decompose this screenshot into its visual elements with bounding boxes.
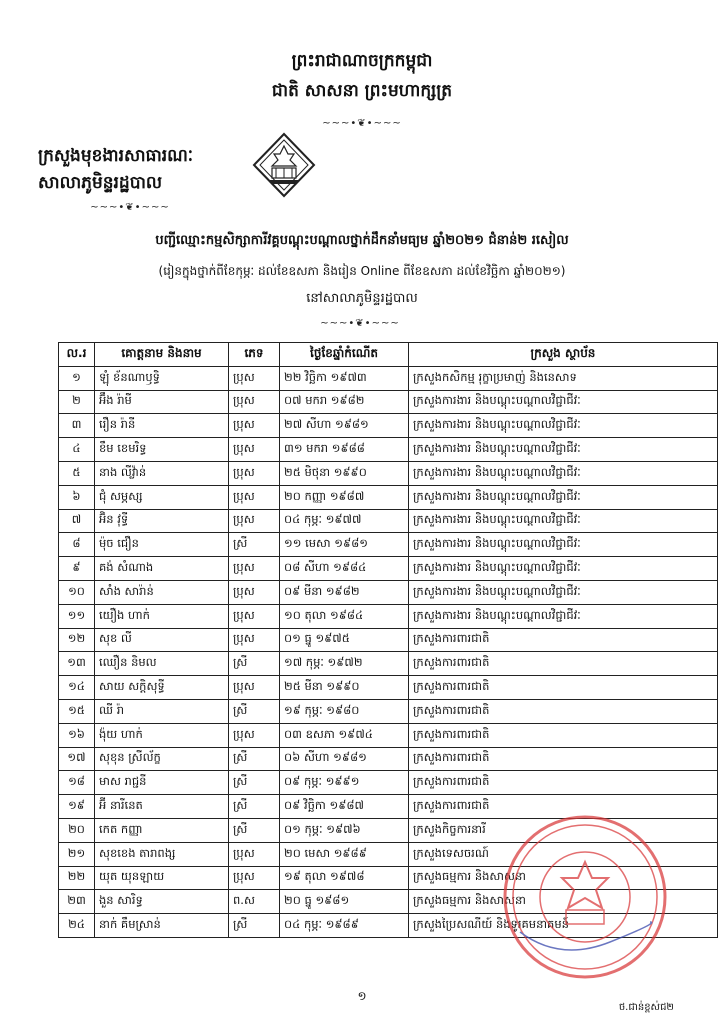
cell-ministry: ក្រសួងការពារជាតិ xyxy=(409,699,718,723)
cell-number: ២២ xyxy=(59,866,95,890)
cell-number: ២ xyxy=(59,390,95,414)
cell-sex: ស្រី xyxy=(229,795,280,819)
header-dob: ថ្ងៃខែឆ្នាំកំណើត xyxy=(280,343,409,367)
table-row xyxy=(59,485,718,509)
cell-name: នាង លីវ៉្លាន់ xyxy=(95,461,229,485)
official-seal-icon xyxy=(500,812,670,982)
header-ministry: ក្រសួង ស្ថាប័ន xyxy=(409,343,718,367)
cell-dob: ៣១ មករា ១៩៨៨ xyxy=(280,438,409,462)
table-row xyxy=(59,580,718,604)
cell-dob: ០១ កុម្ភៈ ១៩៧៦ xyxy=(280,818,409,842)
cell-number: ១ xyxy=(59,366,95,390)
cell-sex: ប្រុស xyxy=(229,366,280,390)
cell-name: នាក់ គឹមស្រាន់ xyxy=(95,914,229,938)
document-location: នៅសាលាភូមិន្ទរដ្ឋបាល xyxy=(306,291,418,306)
cell-name: យឿង ហាក់ xyxy=(95,604,229,628)
cell-number: ៨ xyxy=(59,533,95,557)
cell-name: ងួន សារិទ្ធ xyxy=(95,890,229,914)
cell-ministry: ក្រសួងប្រៃសណីយ៍ និងទូរគមនាគមន៍ xyxy=(409,914,718,938)
cell-number: ៦ xyxy=(59,485,95,509)
cell-ministry: ក្រសួងការងារ និងបណ្ដុះបណ្ដាលវិជ្ជាជីវៈ xyxy=(409,509,718,533)
table-row xyxy=(59,390,718,414)
cell-number: ២១ xyxy=(59,842,95,866)
cell-sex: ប្រុស xyxy=(229,723,280,747)
cell-dob: ០៣ ឧសភា ១៩៧៤ xyxy=(280,723,409,747)
cell-ministry: ក្រសួងការងារ និងបណ្ដុះបណ្ដាលវិជ្ជាជីវៈ xyxy=(409,414,718,438)
cell-number: ១០ xyxy=(59,580,95,604)
cell-ministry: ក្រសួងការពារជាតិ xyxy=(409,747,718,771)
cell-dob: ១៩ តុលា ១៩៧៨ xyxy=(280,866,409,890)
cell-name: សាយ សក្តិសុទ្ធី xyxy=(95,676,229,700)
kingdom-heading: ព្រះរាជាណាចក្រកម្ពុជា xyxy=(291,51,433,71)
cell-sex: ប្រុស xyxy=(229,485,280,509)
cell-sex: ស្រី xyxy=(229,818,280,842)
cell-number: ១៧ xyxy=(59,747,95,771)
cell-ministry: ក្រសួងការងារ និងបណ្ដុះបណ្ដាលវិជ្ជាជីវៈ xyxy=(409,604,718,628)
cell-ministry: ក្រសួងការពារជាតិ xyxy=(409,795,718,819)
cell-number: ៧ xyxy=(59,509,95,533)
cell-sex: ប្រុស xyxy=(229,414,280,438)
table-row xyxy=(59,604,718,628)
cell-name: រឿន រ៉ានី xyxy=(95,414,229,438)
cell-name: ឈឿន និមល xyxy=(95,652,229,676)
cell-ministry: ក្រសួងកិច្ចការនារី xyxy=(409,818,718,842)
cell-ministry: ក្រសួងការងារ និងបណ្ដុះបណ្ដាលវិជ្ជាជីវៈ xyxy=(409,580,718,604)
cell-number: ១៩ xyxy=(59,795,95,819)
cell-ministry: ក្រសួងការពារជាតិ xyxy=(409,628,718,652)
table-header-row xyxy=(59,343,718,367)
cell-name: មាស រាជ្ជនី xyxy=(95,771,229,795)
cell-dob: ២៥ មិថុនា ១៩៩០ xyxy=(280,461,409,485)
cell-ministry: ក្រសួងការពារជាតិ xyxy=(409,723,718,747)
document-title: បញ្ជីឈ្មោះកម្មសិក្សាការីវគ្គបណ្ដុះបណ្ដាលថ្នាក់ដឹកនាំមធ្យម ឆ្នាំ២០២១ ជំនាន់២ រសៀល xyxy=(155,233,569,248)
cell-ministry: ក្រសួងកសិកម្ម រុក្ខាប្រមាញ់ និងនេសាទ xyxy=(409,366,718,390)
ornament-divider-left: ~~~•❦•~~~ xyxy=(90,202,170,213)
cell-sex: ព.ស xyxy=(229,890,280,914)
cell-number: ១១ xyxy=(59,604,95,628)
cell-number: ១៣ xyxy=(59,652,95,676)
cell-sex: ប្រុស xyxy=(229,842,280,866)
table-row xyxy=(59,699,718,723)
cell-name: យុត យុនឡាយ xyxy=(95,866,229,890)
cell-number: ១៤ xyxy=(59,676,95,700)
ornament-divider-title: ~~~•❦•~~~ xyxy=(320,318,400,329)
cell-ministry: ក្រសួងការងារ និងបណ្ដុះបណ្ដាលវិជ្ជាជីវៈ xyxy=(409,461,718,485)
cell-sex: ប្រុស xyxy=(229,461,280,485)
table-row xyxy=(59,652,718,676)
cell-dob: ០៩ មីនា ១៩៨២ xyxy=(280,580,409,604)
cell-ministry: ក្រសួងការងារ និងបណ្ដុះបណ្ដាលវិជ្ជាជីវៈ xyxy=(409,485,718,509)
cell-sex: ប្រុស xyxy=(229,390,280,414)
cell-dob: ០៤ កុម្ភៈ ១៩៧៧ xyxy=(280,509,409,533)
cell-dob: ០៩ កុម្ភៈ ១៩៩១ xyxy=(280,771,409,795)
cell-number: ៤ xyxy=(59,438,95,462)
cell-name: ឡុំ ខ័នណាឫទ្ធិ xyxy=(95,366,229,390)
header-number: ល.រ xyxy=(59,343,95,367)
cell-number: ២៤ xyxy=(59,914,95,938)
cell-sex: ស្រី xyxy=(229,914,280,938)
table-row xyxy=(59,414,718,438)
header-name: គោត្តនាម និងនាម xyxy=(95,343,229,367)
cell-dob: ០១ ធ្នូ ១៩៧៥ xyxy=(280,628,409,652)
cell-name: សាំង សារ៉ាន់ xyxy=(95,580,229,604)
cell-number: ២០ xyxy=(59,818,95,842)
cell-ministry: ក្រសួងការងារ និងបណ្ដុះបណ្ដាលវិជ្ជាជីវៈ xyxy=(409,533,718,557)
cell-sex: ប្រុស xyxy=(229,580,280,604)
cell-dob: ២៧ សីហា ១៩៨១ xyxy=(280,414,409,438)
cell-dob: ២០ ធ្នូ ១៩៨១ xyxy=(280,890,409,914)
cell-name: ឈី រ៉ា xyxy=(95,699,229,723)
cell-name: សុខខេង តារាពង្ស xyxy=(95,842,229,866)
cell-dob: ២៥ មីនា ១៩៩០ xyxy=(280,676,409,700)
cell-ministry: ក្រសួងទេសចរណ៍ xyxy=(409,842,718,866)
cell-ministry: ក្រសួងការងារ និងបណ្ដុះបណ្ដាលវិជ្ជាជីវៈ xyxy=(409,438,718,462)
cell-ministry: ក្រសួងធម្មការ និងសាសនា xyxy=(409,866,718,890)
cell-number: ៩ xyxy=(59,557,95,581)
cell-name: ខឹម ខេមរិទ្ធ xyxy=(95,438,229,462)
page-number: ១ xyxy=(357,989,367,1003)
cell-name: កេត កញ្ញា xyxy=(95,818,229,842)
cell-number: ១២ xyxy=(59,628,95,652)
national-motto: ជាតិ សាសនា ព្រះមហាក្សត្រ xyxy=(271,81,453,101)
cell-dob: ០៤ កុម្ភៈ ១៩៨៩ xyxy=(280,914,409,938)
cell-ministry: ក្រសួងការងារ និងបណ្ដុះបណ្ដាលវិជ្ជាជីវៈ xyxy=(409,390,718,414)
cell-dob: ០៧ មករា ១៩៨២ xyxy=(280,390,409,414)
cell-sex: ប្រុស xyxy=(229,866,280,890)
cell-number: ២៣ xyxy=(59,890,95,914)
cell-dob: ០៦ សីហា ១៩៨១ xyxy=(280,747,409,771)
cell-sex: ស្រី xyxy=(229,699,280,723)
cell-dob: ០៨ សីហា ១៩៨៤ xyxy=(280,557,409,581)
cell-dob: ០៩ វិច្ឆិកា ១៩៨៧ xyxy=(280,795,409,819)
document-subtitle: (រៀនក្នុងថ្នាក់ពីខែកុម្ភៈ ដល់ខែឧសភា និងរៀន Online ពីខែឧសភា ដល់ខែវិច្ឆិកា ឆ្នាំ២០២១) xyxy=(158,264,566,278)
ministry-name: ក្រសួងមុខងារសាធារណៈ xyxy=(38,146,194,166)
cell-sex: ស្រី xyxy=(229,747,280,771)
table-row xyxy=(59,628,718,652)
cell-sex: ប្រុស xyxy=(229,557,280,581)
cell-number: ១៨ xyxy=(59,771,95,795)
table-row xyxy=(59,676,718,700)
cell-sex: ប្រុស xyxy=(229,509,280,533)
cell-sex: ប្រុស xyxy=(229,628,280,652)
footer-code: ថ.ជាន់ខ្ពស់ជ២ xyxy=(618,1002,674,1013)
cell-dob: ២០ មេសា ១៩៨៩ xyxy=(280,842,409,866)
header-sex: ភេទ xyxy=(229,343,280,367)
table-row xyxy=(59,366,718,390)
table-row xyxy=(59,438,718,462)
cell-dob: ១៧ កុម្ភៈ ១៩៧២ xyxy=(280,652,409,676)
cell-dob: ១០ តុលា ១៩៨៤ xyxy=(280,604,409,628)
cell-ministry: ក្រសួងការងារ និងបណ្ដុះបណ្ដាលវិជ្ជាជីវៈ xyxy=(409,557,718,581)
table-row xyxy=(59,533,718,557)
cell-name: គង់ សំណាង xyxy=(95,557,229,581)
cell-sex: ស្រី xyxy=(229,533,280,557)
cell-sex: ប្រុស xyxy=(229,438,280,462)
cell-dob: ២២ វិច្ឆិកា ១៩៧៣ xyxy=(280,366,409,390)
cell-name: ជុំ សម្ភស្ស xyxy=(95,485,229,509)
cell-ministry: ក្រសួងការពារជាតិ xyxy=(409,771,718,795)
ornament-divider: ~~~•❦•~~~ xyxy=(322,118,402,129)
cell-name: អ៊ឹង រ៉ាមី xyxy=(95,390,229,414)
cell-name: សុខ លី xyxy=(95,628,229,652)
cell-dob: ១១ មេសា ១៩៨១ xyxy=(280,533,409,557)
cell-number: ១៥ xyxy=(59,699,95,723)
cell-sex: ស្រី xyxy=(229,652,280,676)
table-row xyxy=(59,723,718,747)
table-row xyxy=(59,771,718,795)
school-name: សាលាភូមិន្ទរដ្ឋបាល xyxy=(38,173,163,193)
cell-dob: ២០ កញ្ញា ១៩៨៧ xyxy=(280,485,409,509)
cell-number: ៥ xyxy=(59,461,95,485)
cell-name: សុខុន ស្រីល័ក្ខ xyxy=(95,747,229,771)
table-row xyxy=(59,461,718,485)
cell-sex: ប្រុស xyxy=(229,604,280,628)
cell-name: អ៊ិន វុទ្ធី xyxy=(95,509,229,533)
cell-sex: ប្រុស xyxy=(229,676,280,700)
cell-number: ៣ xyxy=(59,414,95,438)
table-row xyxy=(59,509,718,533)
cell-ministry: ក្រសួងធម្មការ និងសាសនា xyxy=(409,890,718,914)
cell-ministry: ក្រសួងការពារជាតិ xyxy=(409,652,718,676)
table-row xyxy=(59,747,718,771)
cell-number: ១៦ xyxy=(59,723,95,747)
cell-name: ម៉ុច ជឿន xyxy=(95,533,229,557)
school-emblem-icon xyxy=(252,132,316,198)
cell-sex: ស្រី xyxy=(229,771,280,795)
cell-name: អ៊ី នារីនេត xyxy=(95,795,229,819)
cell-name: ង៉ុយ ហាក់ xyxy=(95,723,229,747)
cell-ministry: ក្រសួងការពារជាតិ xyxy=(409,676,718,700)
table-row xyxy=(59,557,718,581)
cell-dob: ១៩ កុម្ភៈ ១៩៨០ xyxy=(280,699,409,723)
